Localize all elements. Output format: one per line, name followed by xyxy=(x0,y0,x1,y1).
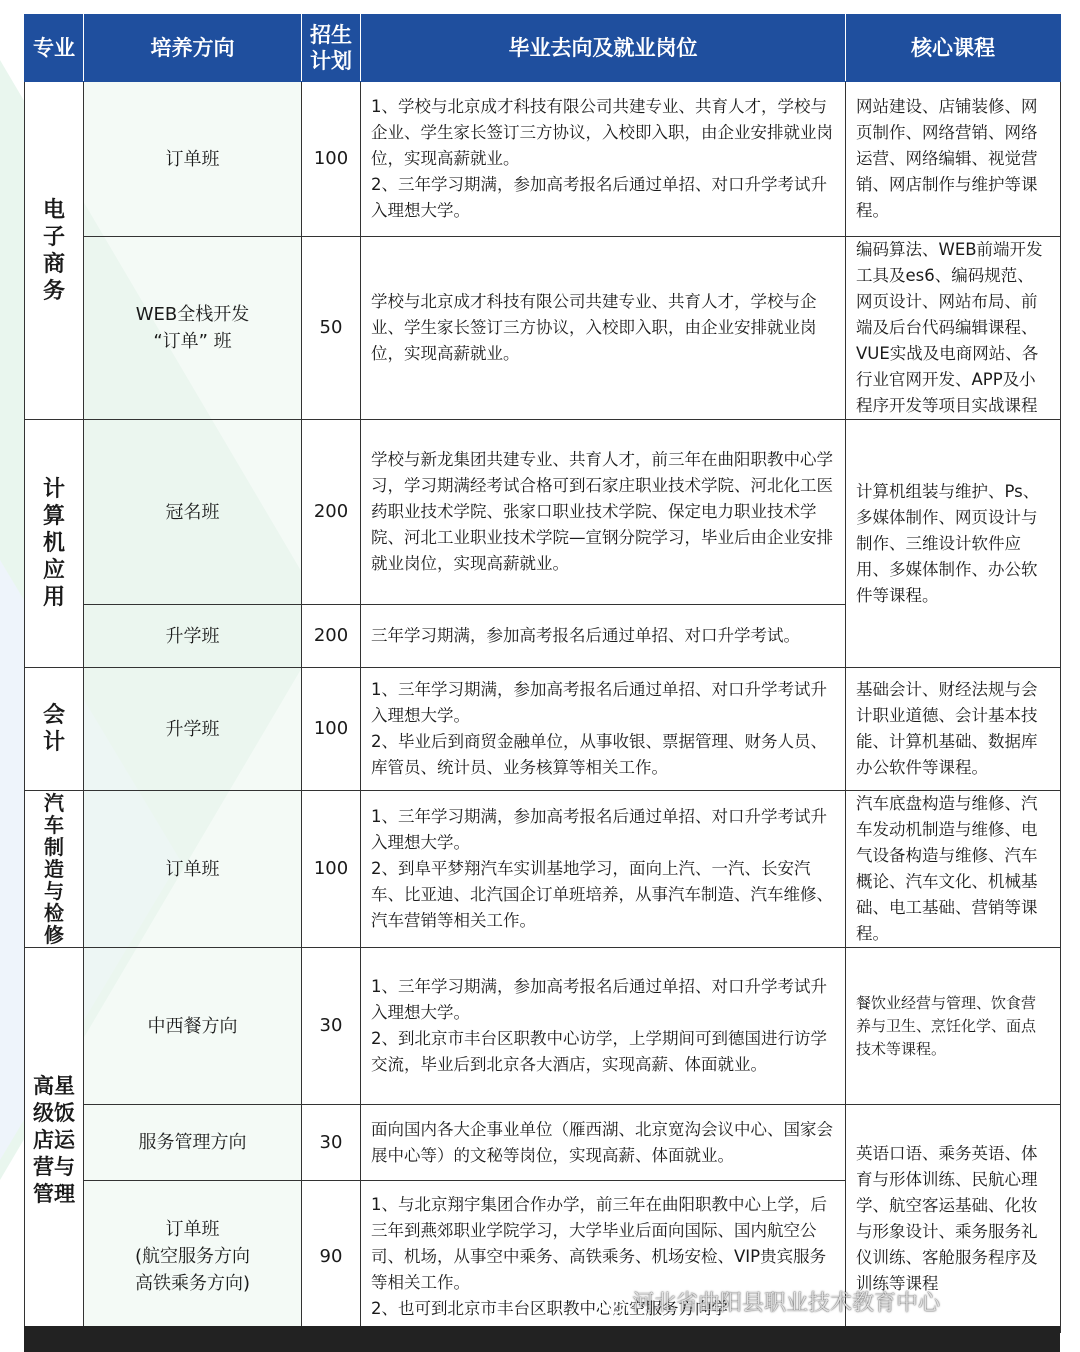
major-accounting: 会计 xyxy=(25,668,84,791)
table-row xyxy=(25,668,1061,791)
table-row xyxy=(25,1105,1061,1181)
major-computer: 计算机应用 xyxy=(25,420,84,668)
direction-cell: 订单班 xyxy=(84,791,302,948)
header-direction: 培养方向 xyxy=(84,15,302,82)
career-cell: 1、三年学习期满，参加高考报名后通过单招、对口升学考试升入理想大学。 2、毕业后到商贸金融单位，从事收银、票据管理、财务人员、库管员、统计员、业务核算等相关工作。 xyxy=(361,668,846,791)
courses-cell: 编码算法、WEB前端开发工具及es6、编码规范、网页设计、网站布局、前端及后台代码编辑课程、VUE实战及电商网站、各行业官网开发、APP及小程序开发等项目实战课程 xyxy=(846,237,1061,420)
header-plan: 招生 计划 xyxy=(302,15,361,82)
table-row xyxy=(25,791,1061,948)
direction-cell: 订单班 xyxy=(84,82,302,237)
major-hotel: 高星级饭店运营与管理 xyxy=(25,948,84,1333)
plan-cell: 50 xyxy=(302,237,361,420)
courses-cell: 餐饮业经营与管理、饮食营养与卫生、烹饪化学、面点技术等课程。 xyxy=(846,948,1061,1105)
plan-cell: 100 xyxy=(302,82,361,237)
career-cell: 面向国内各大企事业单位（雁西湖、北京宽沟会议中心、国家会展中心等）的文秘等岗位，实现高薪、体面就业。 xyxy=(361,1105,846,1181)
career-cell: 学校与北京成才科技有限公司共建专业、共育人才，学校与企业、学生家长签订三方协议，入校即入职，由企业安排就业岗位，实现高薪就业。 xyxy=(361,237,846,420)
table-row xyxy=(25,948,1061,1105)
direction-cell: 升学班 xyxy=(84,605,302,668)
major-auto: 汽车制造与检修 xyxy=(25,791,84,948)
wechat-icon xyxy=(596,1293,626,1315)
career-cell: 1、三年学习期满，参加高考报名后通过单招、对口升学考试升入理想大学。 2、到阜平梦翔汽车实训基地学习，面向上汽、一汽、长安汽车、比亚迪、北汽国企订单班培养，从事汽车制造、汽车维修、汽车营销等相关工作。 xyxy=(361,791,846,948)
table-row xyxy=(25,420,1061,605)
table-header-row xyxy=(25,15,1061,82)
direction-cell: 订单班 (航空服务方向 高铁乘务方向) xyxy=(84,1181,302,1333)
header-career: 毕业去向及就业岗位 xyxy=(361,15,846,82)
plan-cell: 100 xyxy=(302,791,361,948)
plan-cell: 100 xyxy=(302,668,361,791)
bottom-bar xyxy=(24,1326,1060,1352)
watermark: 河北省曲阳县职业技术教育中心 xyxy=(596,1286,940,1317)
courses-cell: 汽车底盘构造与维修、汽车发动机制造与维修、电气设备构造与维修、汽车概论、汽车文化、机械基础、电工基础、营销等课程。 xyxy=(846,791,1061,948)
major-table xyxy=(24,14,1061,1333)
plan-cell: 200 xyxy=(302,420,361,605)
courses-cell: 英语口语、乘务英语、体育与形体训练、民航心理学、航空客运基础、化妆与形象设计、乘务服务礼仪训练、客舱服务程序及训练等课程 xyxy=(846,1105,1061,1333)
direction-cell: WEB全栈开发 “订单” 班 xyxy=(84,237,302,420)
courses-cell: 计算机组装与维护、Ps、多媒体制作、网页设计与制作、三维设计软件应用、多媒体制作、办公软件等课程。 xyxy=(846,420,1061,668)
career-cell: 学校与新龙集团共建专业、共育人才，前三年在曲阳职教中心学习，学习期满经考试合格可到石家庄职业技术学院、河北化工医药职业技术学院、张家口职业技术学院、保定电力职业技术学院、河北工业职业技术学院—宣钢分院学习，毕业后由企业安排就业岗位，实现高薪就业。 xyxy=(361,420,846,605)
table-row xyxy=(25,82,1061,237)
plan-cell: 200 xyxy=(302,605,361,668)
table-row xyxy=(25,237,1061,420)
plan-cell: 30 xyxy=(302,1105,361,1181)
courses-cell: 基础会计、财经法规与会计职业道德、会计基本技能、计算机基础、数据库办公软件等课程。 xyxy=(846,668,1061,791)
major-ecommerce: 电子商务 xyxy=(25,82,84,420)
career-cell: 1、与北京翔宇集团合作办学，前三年在曲阳职教中心上学，后三年到燕郊职业学院学习，大学毕业后面向国际、国内航空公司、机场，从事空中乘务、高铁乘务、机场安检、VIP贵宾服务等相关工作。 2、也可到北京市丰台区职教中心航空服务方向学 xyxy=(361,1181,846,1333)
career-cell: 三年学习期满，参加高考报名后通过单招、对口升学考试。 xyxy=(361,605,846,668)
direction-cell: 升学班 xyxy=(84,668,302,791)
direction-cell: 服务管理方向 xyxy=(84,1105,302,1181)
header-courses: 核心课程 xyxy=(846,15,1061,82)
plan-cell: 90 xyxy=(302,1181,361,1333)
direction-cell: 中西餐方向 xyxy=(84,948,302,1105)
direction-cell: 冠名班 xyxy=(84,420,302,605)
plan-cell: 30 xyxy=(302,948,361,1105)
career-cell: 1、三年学习期满，参加高考报名后通过单招、对口升学考试升入理想大学。 2、到北京市丰台区职教中心访学，上学期间可到德国进行访学交流，毕业后到北京各大酒店，实现高薪、体面就业。 xyxy=(361,948,846,1105)
career-cell: 1、学校与北京成才科技有限公司共建专业、共育人才，学校与企业、学生家长签订三方协议，入校即入职，由企业安排就业岗位，实现高薪就业。 2、三年学习期满，参加高考报名后通过单招、对口升学考试升入理想大学。 xyxy=(361,82,846,237)
header-major: 专业 xyxy=(25,15,84,82)
courses-cell: 网站建设、店铺装修、网页制作、网络营销、网络运营、网络编辑、视觉营销、网店制作与维护等课程。 xyxy=(846,82,1061,237)
